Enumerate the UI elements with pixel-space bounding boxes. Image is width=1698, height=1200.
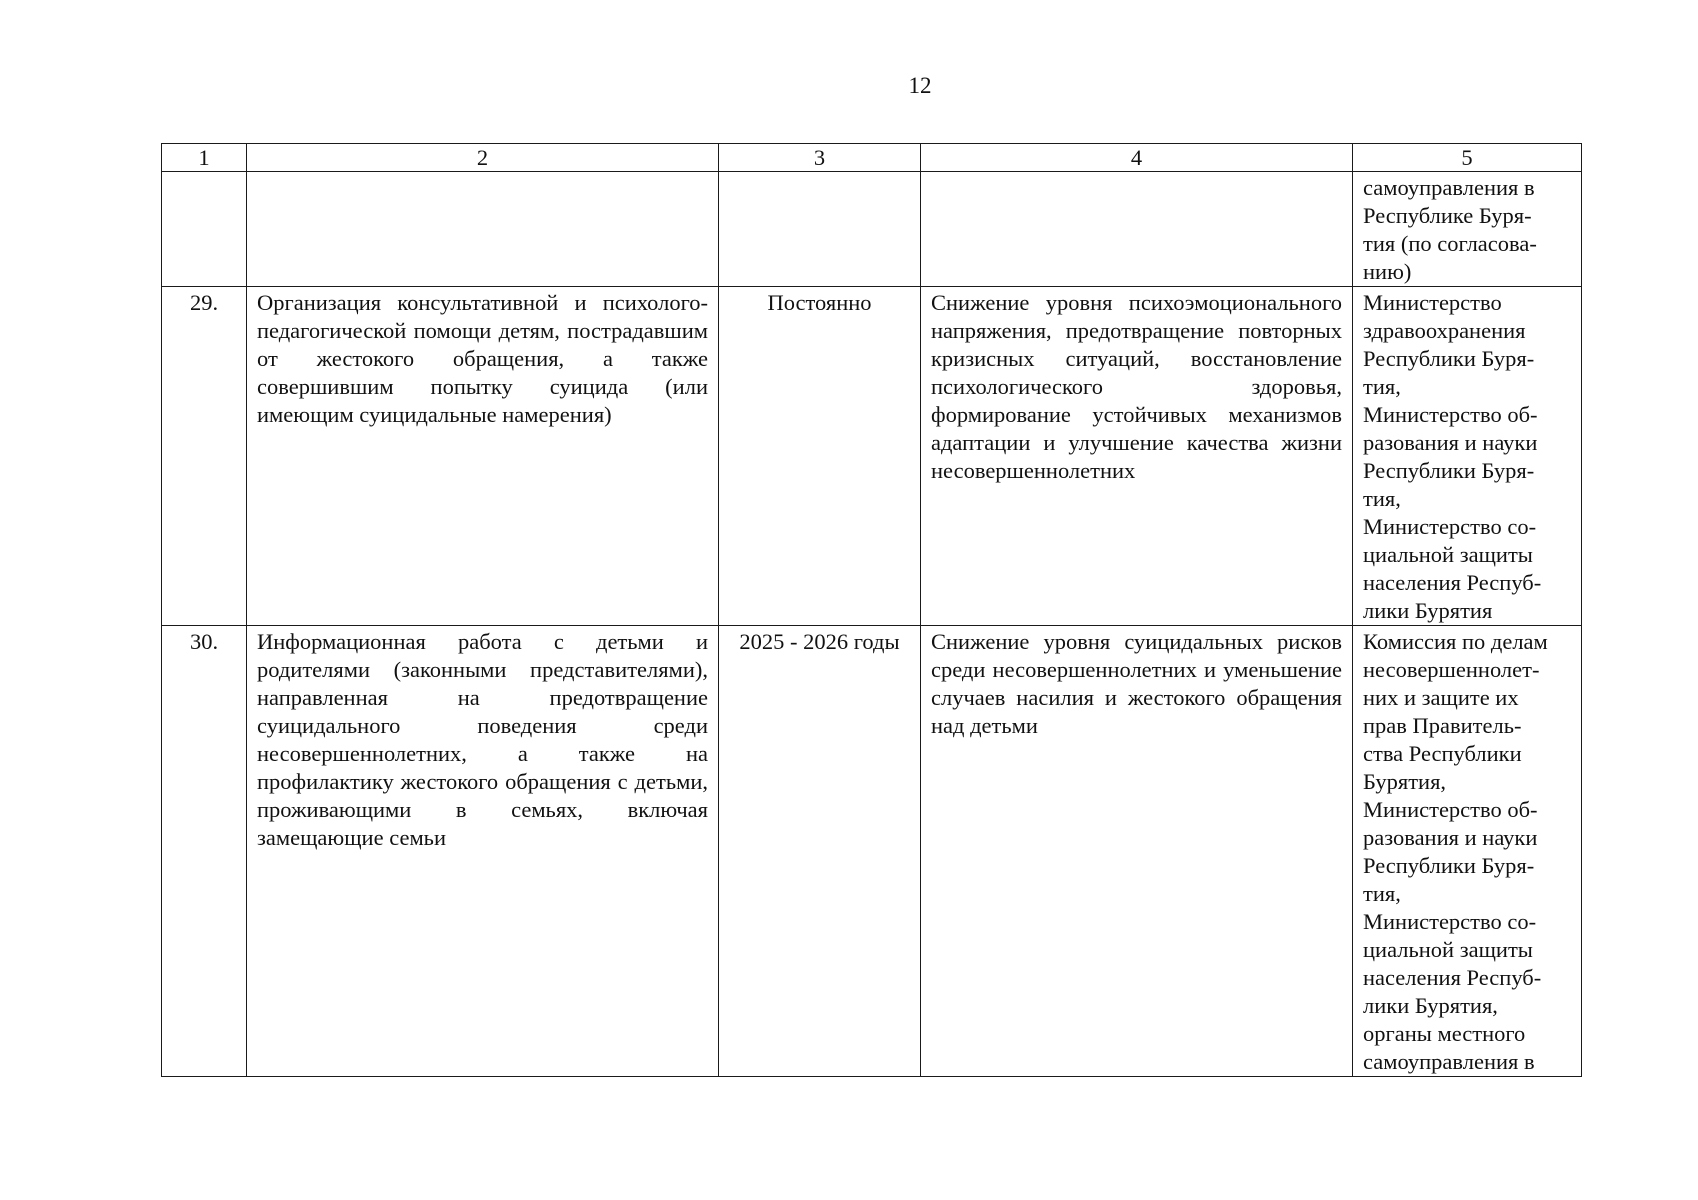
table-row xyxy=(162,287,1582,626)
responsible-line: населения Респуб- xyxy=(1363,570,1542,595)
responsible-line: Министерство об- xyxy=(1363,402,1538,427)
responsible-line: лики Бурятия xyxy=(1363,598,1493,623)
responsible-line: Республики Буря- xyxy=(1363,853,1535,878)
responsible-cell xyxy=(1353,287,1582,626)
responsible-line: Бурятия, xyxy=(1363,769,1447,794)
responsible-line: Министерство со- xyxy=(1363,909,1537,934)
cell-empty xyxy=(921,172,1353,287)
header-col-2: 2 xyxy=(247,144,719,172)
row-number: 29. xyxy=(162,287,247,626)
responsible-line: органы местного xyxy=(1363,1021,1526,1046)
responsible-line: разования и науки xyxy=(1363,430,1538,455)
header-col-3: 3 xyxy=(719,144,921,172)
cell-empty xyxy=(162,172,247,287)
responsible-line: ства Республики xyxy=(1363,741,1522,766)
table-row xyxy=(162,626,1582,1077)
responsible-line: здравоохранения xyxy=(1363,318,1526,343)
term-cell: Постоянно xyxy=(719,287,921,626)
events-table xyxy=(161,143,1582,1077)
cell-empty xyxy=(719,172,921,287)
responsible-line: Республике Буря- xyxy=(1363,203,1532,228)
responsible-line: Министерство xyxy=(1363,290,1502,315)
header-col-1: 1 xyxy=(162,144,247,172)
responsible-cell xyxy=(1353,172,1582,287)
responsible-line: самоуправления в xyxy=(1363,1049,1535,1074)
row-number: 30. xyxy=(162,626,247,1077)
responsible-line: прав Правитель- xyxy=(1363,713,1522,738)
header-col-5: 5 xyxy=(1353,144,1582,172)
responsible-line: тия (по согласова- xyxy=(1363,231,1537,256)
responsible-line: населения Респуб- xyxy=(1363,965,1542,990)
responsible-line: лики Бурятия, xyxy=(1363,993,1498,1018)
responsible-cell xyxy=(1353,626,1582,1077)
header-col-4: 4 xyxy=(921,144,1353,172)
responsible-line: Министерство об- xyxy=(1363,797,1538,822)
responsible-line: нию) xyxy=(1363,259,1412,284)
page-number: 12 xyxy=(908,73,932,98)
cell-empty xyxy=(247,172,719,287)
responsible-line: циальной защиты xyxy=(1363,542,1533,567)
responsible-line: Комиссия по делам xyxy=(1363,629,1548,654)
responsible-line: них и защите их xyxy=(1363,685,1519,710)
responsible-line: Министерство со- xyxy=(1363,514,1537,539)
table-row-continued xyxy=(162,172,1582,287)
table-header-row xyxy=(162,144,1582,172)
responsible-line: самоуправления в xyxy=(1363,175,1535,200)
responsible-line: циальной защиты xyxy=(1363,937,1533,962)
responsible-line: несовершеннолет- xyxy=(1363,657,1540,682)
term-cell: 2025 - 2026 годы xyxy=(719,626,921,1077)
responsible-line: Республики Буря- xyxy=(1363,458,1535,483)
responsible-line: тия, xyxy=(1363,881,1401,906)
responsible-line: разования и науки xyxy=(1363,825,1538,850)
responsible-line: тия, xyxy=(1363,486,1401,511)
event-cell: Организация консультативной и психолого-педагогической помощи детям, пострадавшим от жестокого обращения, а также совершившим попытку суицида (или имеющим суицидальные намерения) xyxy=(247,287,719,626)
event-cell: Информационная работа с детьми и родителями (законными представителями), направленная на предотвращение суицидального поведения среди несовершеннолетних, а также на профилактику жестокого обращения с детьми, проживающими в семьях, включая замещающие семьи xyxy=(247,626,719,1077)
result-cell: Снижение уровня суицидальных рисков среди несовершеннолетних и уменьшение случаев насилия и жестокого обращения над детьми xyxy=(921,626,1353,1077)
result-cell: Снижение уровня психоэмоционального напряжения, предотвращение повторных кризисных ситуаций, восстановление психологического здоровья, формирование устойчивых механизмов адаптации и улучшение качества жизни несовершеннолетних xyxy=(921,287,1353,626)
responsible-line: тия, xyxy=(1363,374,1401,399)
responsible-line: Республики Буря- xyxy=(1363,346,1535,371)
